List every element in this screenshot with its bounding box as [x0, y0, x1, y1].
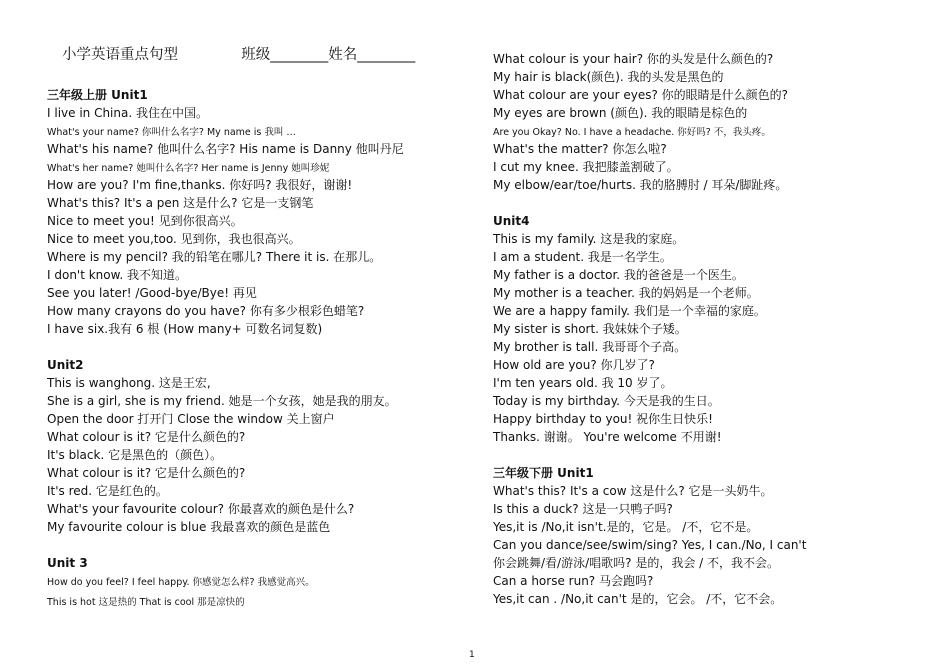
left-sentence-line: My favourite colour is blue 我最喜欢的颜色是蓝色: [47, 520, 331, 534]
right-sentence-line: Can you dance/see/swim/sing? Yes, I can./No, I can't: [493, 538, 807, 552]
right-sentence-line: What colour are your eyes? 你的眼睛是什么颜色的?: [493, 88, 789, 102]
left-sentence-line: Nice to meet you,too. 见到你，我也很高兴。: [47, 232, 301, 246]
left-sentence-line: It's red. 它是红色的。: [47, 484, 168, 498]
left-sentence-line: What colour is it? 它是什么颜色的?: [47, 430, 246, 444]
right-sentence-line: Yes,it is /No,it isn't.是的，它是。 /不，它不是。: [493, 520, 759, 534]
name-label: 姓名: [328, 47, 358, 63]
left-column: [47, 0, 467, 640]
left-sentence-line: What's this? It's a pen 这是什么? 它是一支钢笔: [47, 196, 314, 210]
page-number: 1: [469, 650, 475, 660]
right-sentence-line: I am a student. 我是一名学生。: [493, 250, 672, 264]
class-blank: ________: [270, 47, 329, 63]
right-sentence-line: What's the matter? 你怎么啦?: [493, 142, 667, 156]
right-sentence-line: Are you Okay? No. I have a headache. 你好吗? 不，我头疼。: [493, 127, 771, 138]
right-sentence-line: My eyes are brown (颜色). 我的眼睛是棕色的: [493, 106, 748, 120]
right-sentence-line: 你会跳舞/看/游泳/唱歌吗? 是的，我会 / 不，我不会。: [493, 556, 779, 570]
right-sentence-line: What's this? It's a cow 这是什么? 它是一头奶牛。: [493, 484, 773, 498]
right-sentence-line: Happy birthday to you! 祝你生日快乐!: [493, 412, 713, 426]
right-sentence-line: How old are you? 你几岁了?: [493, 358, 655, 372]
right-sentence-line: My elbow/ear/toe/hurts. 我的胳膊肘 / 耳朵/脚趾疼。: [493, 178, 788, 192]
right-sentence-line: What colour is your hair? 你的头发是什么颜色的?: [493, 52, 774, 66]
right-sentence-line: Yes,it can . /No,it can't 是的，它会。 /不，它不会。: [493, 592, 783, 606]
left-sentence-line: How do you feel? I feel happy. 你感觉怎么样? 我感觉高兴。: [47, 577, 315, 588]
right-sentence-line: My hair is black(颜色). 我的头发是黑色的: [493, 70, 724, 84]
right-sentence-line: Today is my birthday. 今天是我的生日。: [493, 394, 720, 408]
left-sentence-line: What's her name? 她叫什么名字? Her name is Jenny 她叫珍妮: [47, 163, 330, 174]
right-sentence-line: My mother is a teacher. 我的妈妈是一个老师。: [493, 286, 759, 300]
left-unit-heading: 三年级上册 Unit1: [47, 88, 148, 102]
document-title: 小学英语重点句型: [62, 47, 178, 63]
right-sentence-line: My brother is tall. 我哥哥个子高。: [493, 340, 687, 354]
right-sentence-line: I cut my knee. 我把膝盖割破了。: [493, 160, 679, 174]
right-sentence-line: Can a horse run? 马会跑吗?: [493, 574, 654, 588]
left-sentence-line: I have six.我有 6 根 (How many+ 可数名词复数): [47, 322, 323, 336]
right-column: [493, 0, 933, 640]
right-unit-heading: Unit4: [493, 214, 530, 228]
left-sentence-line: This is wanghong. 这是王宏,: [47, 376, 211, 390]
left-unit-heading: Unit2: [47, 358, 84, 372]
left-sentence-line: What's your name? 你叫什么名字? My name is 我叫 …: [47, 127, 296, 138]
left-sentence-line: What's his name? 他叫什么名字? His name is Danny 他叫丹尼: [47, 142, 404, 156]
left-sentence-line: I don't know. 我不知道。: [47, 268, 187, 282]
left-sentence-line: What's your favourite colour? 你最喜欢的颜色是什么?: [47, 502, 355, 516]
left-sentence-line: What colour is it? 它是什么颜色的?: [47, 466, 246, 480]
right-sentence-line: We are a happy family. 我们是一个幸福的家庭。: [493, 304, 766, 318]
right-unit-heading: 三年级下册 Unit1: [493, 466, 594, 480]
left-sentence-line: She is a girl, she is my friend. 她是一个女孩，她是我的朋友。: [47, 394, 397, 408]
right-sentence-line: Thanks. 谢谢。 You're welcome 不用谢!: [493, 430, 722, 444]
right-sentence-line: My sister is short. 我妹妹个子矮。: [493, 322, 687, 336]
left-sentence-line: I live in China. 我住在中国。: [47, 106, 208, 120]
left-sentence-line: Nice to meet you! 见到你很高兴。: [47, 214, 243, 228]
class-label: 班级: [241, 47, 271, 63]
right-sentence-line: I'm ten years old. 我 10 岁了。: [493, 376, 673, 390]
left-unit-heading: Unit 3: [47, 556, 88, 570]
left-sentence-line: Where is my pencil? 我的铅笔在哪儿? There it is. 在那儿。: [47, 250, 382, 264]
right-sentence-line: Is this a duck? 这是一只鸭子吗?: [493, 502, 673, 516]
right-sentence-line: This is my family. 这是我的家庭。: [493, 232, 685, 246]
left-sentence-line: It's black. 它是黑色的（颜色）。: [47, 448, 223, 462]
left-sentence-line: See you later! /Good-bye/Bye! 再见: [47, 286, 257, 300]
left-sentence-line: How are you? I'm fine,thanks. 你好吗? 我很好，谢谢!: [47, 178, 353, 192]
left-sentence-line: Open the door 打开门 Close the window 关上窗户: [47, 412, 335, 426]
right-sentence-line: My father is a doctor. 我的爸爸是一个医生。: [493, 268, 744, 282]
left-sentence-line: How many crayons do you have? 你有多少根彩色蜡笔?: [47, 304, 365, 318]
left-sentence-line: This is hot 这是热的 That is cool 那是凉快的: [47, 597, 245, 608]
name-blank: ________: [357, 47, 416, 63]
